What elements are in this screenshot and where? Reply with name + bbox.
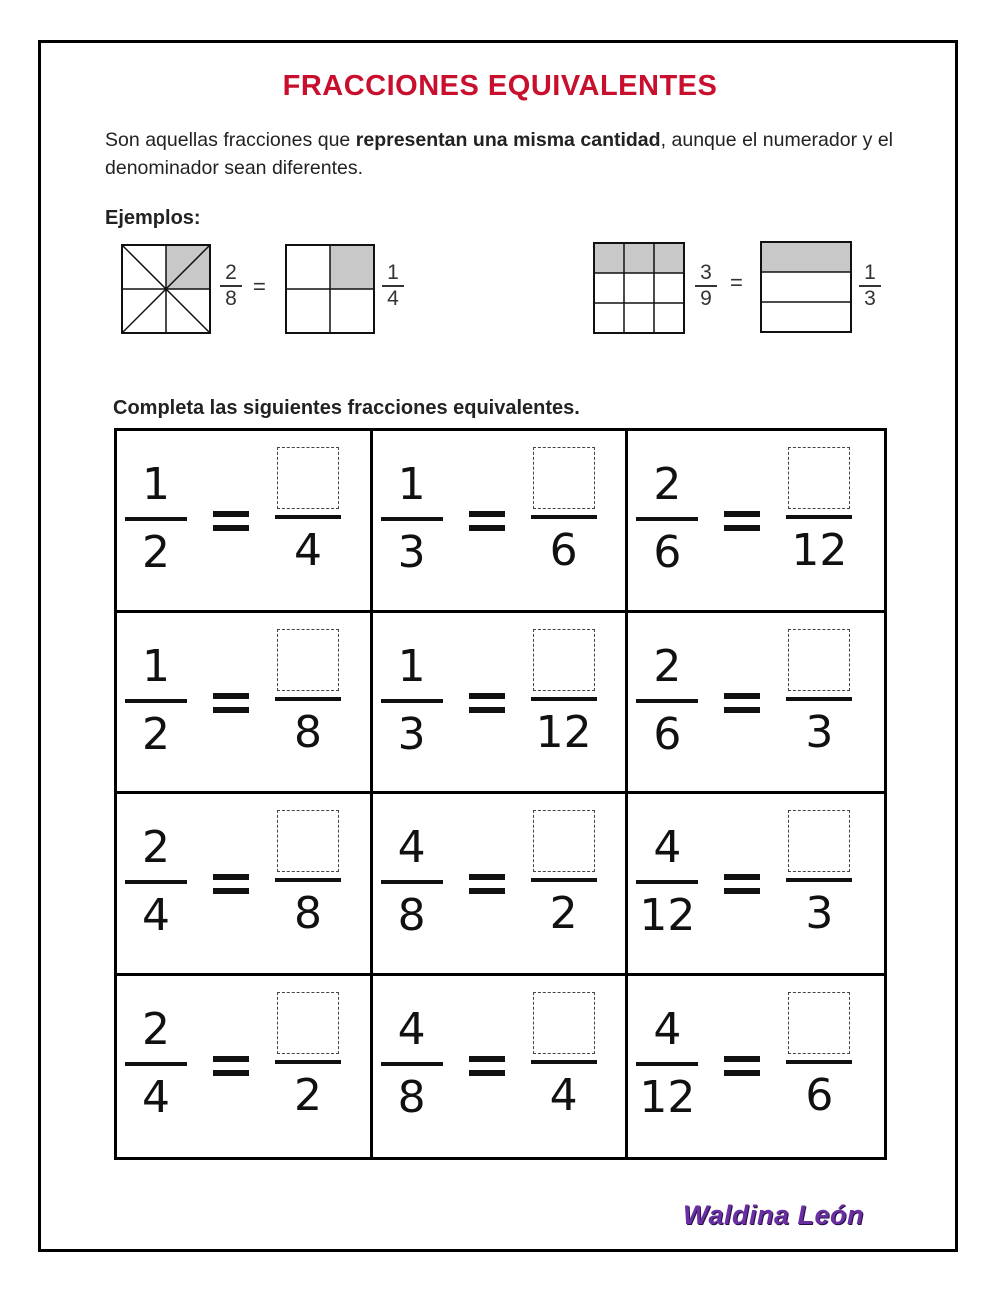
numerator: 2 <box>142 822 170 873</box>
definition-part2: , aunque el numerador y el denominador sean diferentes. <box>105 129 894 179</box>
denominator: 3 <box>397 708 426 760</box>
denominator: 2 <box>142 708 170 760</box>
exercise-cell <box>117 431 373 613</box>
exercise-cell <box>117 794 373 976</box>
fraction-bar <box>381 880 443 884</box>
answer-fraction <box>786 447 852 579</box>
exercise-cell <box>628 794 884 976</box>
equals-sign <box>724 511 760 539</box>
denominator: 8 <box>397 890 426 941</box>
numerator: 1 <box>142 459 170 510</box>
target-denominator: 6 <box>549 525 578 576</box>
denominator: 12 <box>639 1071 696 1123</box>
fraction-bar <box>275 697 341 701</box>
answer-box[interactable] <box>533 629 595 691</box>
exercise-cell <box>117 613 373 795</box>
target-denominator: 2 <box>549 888 578 939</box>
answer-box[interactable] <box>277 810 339 872</box>
example1-left-fraction <box>218 262 244 310</box>
target-denominator: 6 <box>805 1069 834 1121</box>
denominator: 6 <box>653 708 682 760</box>
given-fraction <box>381 459 443 581</box>
fraction-bar <box>786 697 852 701</box>
numerator: 4 <box>653 822 682 873</box>
fraction-bar <box>381 1062 443 1066</box>
given-fraction <box>381 1004 443 1126</box>
fraction-denominator: 8 <box>225 286 237 310</box>
target-denominator: 12 <box>535 706 592 758</box>
target-denominator: 4 <box>294 525 322 576</box>
fraction-denominator: 4 <box>387 286 399 310</box>
given-fraction <box>636 459 698 581</box>
definition-bold: representan una misma cantidad <box>355 129 661 151</box>
numerator: 4 <box>653 1003 682 1055</box>
denominator: 8 <box>397 1071 426 1123</box>
numerator: 4 <box>397 1003 426 1055</box>
fraction-bar <box>125 1062 187 1066</box>
answer-fraction <box>531 992 597 1124</box>
given-fraction <box>636 822 698 944</box>
equals-sign <box>469 874 505 902</box>
denominator: 4 <box>142 1071 170 1123</box>
example2-left-fraction <box>693 262 719 310</box>
answer-box[interactable] <box>277 629 339 691</box>
answer-box[interactable] <box>277 992 339 1054</box>
answer-fraction <box>275 629 341 761</box>
equals-sign <box>213 874 249 902</box>
exercise-cell <box>373 431 629 613</box>
equals-sign <box>724 693 760 721</box>
page-title: FRACCIONES EQUIVALENTES <box>282 70 718 102</box>
answer-fraction <box>531 447 597 579</box>
example1-right-fraction <box>380 262 406 310</box>
fraction-numerator: 1 <box>387 261 399 284</box>
answer-box[interactable] <box>788 629 850 691</box>
answer-fraction <box>275 810 341 942</box>
fraction-bar <box>531 515 597 519</box>
numerator: 1 <box>142 640 170 692</box>
fraction-denominator: 3 <box>864 286 876 310</box>
equals-sign <box>213 511 249 539</box>
fraction-bar <box>531 878 597 882</box>
exercise-cell <box>628 613 884 795</box>
given-fraction <box>381 822 443 944</box>
answer-box[interactable] <box>277 447 339 509</box>
fraction-bar <box>531 697 597 701</box>
fraction-numerator: 3 <box>700 261 712 284</box>
fraction-bar <box>275 515 341 519</box>
equals-sign <box>469 511 505 539</box>
answer-fraction <box>786 810 852 942</box>
fraction-bar <box>125 517 187 521</box>
fraction-bar <box>275 1060 341 1064</box>
exercise-cell <box>373 613 629 795</box>
fraction-numerator: 1 <box>864 261 876 284</box>
equals-sign <box>213 1056 249 1084</box>
fraction-bar <box>531 1060 597 1064</box>
answer-box[interactable] <box>788 810 850 872</box>
equals-sign <box>724 874 760 902</box>
fraction-bar <box>636 1062 698 1066</box>
exercise-cell <box>117 976 373 1158</box>
fraction-bar <box>381 517 443 521</box>
target-denominator: 8 <box>294 888 322 939</box>
fraction-bar <box>275 878 341 882</box>
answer-box[interactable] <box>533 810 595 872</box>
denominator: 3 <box>397 527 426 578</box>
fraction-bar <box>636 699 698 703</box>
given-fraction <box>636 1004 698 1126</box>
answer-box[interactable] <box>788 447 850 509</box>
numerator: 1 <box>397 459 426 510</box>
exercise-cell <box>628 431 884 613</box>
equals-sign <box>469 693 505 721</box>
given-fraction <box>636 641 698 763</box>
fraction-bar <box>636 517 698 521</box>
author-signature: Waldina León <box>683 1200 865 1230</box>
given-fraction <box>125 459 187 581</box>
example2-left-figure <box>593 242 685 334</box>
fraction-bar <box>786 1060 852 1064</box>
equals-sign <box>469 1056 505 1084</box>
numerator: 2 <box>653 459 682 510</box>
exercise-grid <box>114 428 887 1160</box>
denominator: 6 <box>653 527 682 578</box>
answer-fraction <box>786 629 852 761</box>
example2-right-figure <box>760 241 852 333</box>
answer-fraction <box>531 810 597 942</box>
denominator: 2 <box>142 527 170 578</box>
numerator: 2 <box>653 640 682 692</box>
fraction-bar <box>381 699 443 703</box>
answer-fraction <box>275 992 341 1124</box>
definition-text <box>105 126 893 182</box>
given-fraction <box>381 641 443 763</box>
target-denominator: 12 <box>791 525 848 576</box>
example1-left-figure <box>121 244 211 334</box>
target-denominator: 3 <box>805 706 834 758</box>
equals-sign <box>724 1056 760 1084</box>
example1-right-figure <box>285 244 375 334</box>
definition-part1: Son aquellas fracciones que <box>105 129 356 151</box>
exercise-cell <box>373 976 629 1158</box>
numerator: 2 <box>142 1003 170 1055</box>
answer-fraction <box>275 447 341 579</box>
given-fraction <box>125 1004 187 1126</box>
answer-fraction <box>786 992 852 1124</box>
fraction-bar <box>125 880 187 884</box>
example1-equals: = <box>253 274 266 299</box>
answer-fraction <box>531 629 597 761</box>
exercise-cell <box>628 976 884 1158</box>
fraction-numerator: 2 <box>225 261 237 284</box>
example2-right-fraction <box>857 262 883 310</box>
target-denominator: 2 <box>294 1069 322 1121</box>
numerator: 1 <box>397 640 426 692</box>
fraction-denominator: 9 <box>700 286 712 310</box>
fraction-bar <box>786 515 852 519</box>
answer-box[interactable] <box>533 992 595 1054</box>
given-fraction <box>125 822 187 944</box>
instruction-text: Completa las siguientes fracciones equivalentes. <box>113 397 580 419</box>
fraction-bar <box>636 880 698 884</box>
target-denominator: 3 <box>805 888 834 939</box>
exercise-cell <box>373 794 629 976</box>
denominator: 4 <box>142 890 170 941</box>
fraction-bar <box>786 878 852 882</box>
equals-sign <box>213 693 249 721</box>
fraction-bar <box>125 699 187 703</box>
answer-box[interactable] <box>533 447 595 509</box>
example2-equals: = <box>730 270 743 295</box>
denominator: 12 <box>639 890 696 941</box>
answer-box[interactable] <box>788 992 850 1054</box>
numerator: 4 <box>397 822 426 873</box>
target-denominator: 8 <box>294 706 322 758</box>
target-denominator: 4 <box>549 1069 578 1121</box>
examples-label: Ejemplos: <box>105 207 201 229</box>
given-fraction <box>125 641 187 763</box>
